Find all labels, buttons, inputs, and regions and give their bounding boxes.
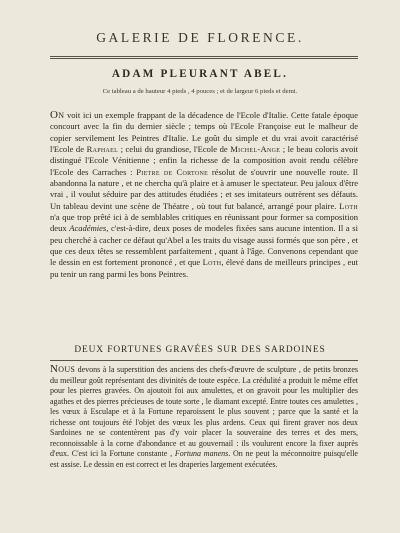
section-heading: DEUX FORTUNES GRAVÉES SUR DES SARDOINES: [74, 345, 326, 355]
text-run: devons à la superstition des anciens des chefs-d'œuvre de sculpture , de petits bronzes du meilleur goût représentant des divinités de toute espèce. La crédulité a produit le même effet pour les pierres gravées. On ajoutoit foi aux amulettes, et on gravoit pour les multiplier des agathes et des pierres précieuses de toute sorte , le diamant excepté. Entre toutes ces amulettes , les vœux à Esculape et à la Fortune reparoissent le plus souvent ; parce que la santé et la richesse ont toujours été l'objet des vœux les plus ardens. Ceux qui firent graver nos deux Sardoines ne se contentèrent pas d'y voir placer la souveraine des terres et des mers, reconnoissable à la corne d'abondance et au gouvernail : ils voulurent encore la fixer auprès d'eux. C'est ici la Fortune constante ,: [50, 365, 358, 458]
paragraph-initial: On: [50, 109, 65, 121]
text-run: résolut de s'ouvrir une nouvelle route. Il abandonna la nature , et ne chercha qu'à plaire et à amuser le spectateur. Peu jaloux d'être vrai , il voulut séduire par des attitudes étudiées ; et ses imitateurs outrèrent ses défauts. Un tableau devint une scène de Théatre , où tout fut balancé, arrangé pour plaire.: [50, 166, 358, 211]
text-run: , élevé dans de meilleurs principes , eut pu tenir un rang parmi les bons Peintres.: [50, 257, 358, 279]
paragraph-initial: Nous: [50, 363, 76, 375]
plate-dimensions: Ce tableau a de hauteur 4 pieds , 4 pouces ; et de largeur 6 pieds et demi.: [102, 88, 298, 95]
running-head: GALERIE DE FLORENCE.: [96, 30, 304, 45]
section-rule: [50, 360, 358, 361]
text-run: voit ici un exemple frappant de la décadence de l'Ecole d'Italie. Cette fatale époque concourt avec la fin du dernier siècle ; temps où l'Ecole Françoise eut le malheur de copier servilement les Peintres d'Italie. Le goût du simple et du vrai avoit caractérisé l'Ecole de: [50, 110, 358, 155]
header-rule-bottom: [50, 58, 358, 59]
painter-name-raphael: Raphael: [86, 144, 119, 155]
italic-term-academies: Académies: [69, 223, 107, 234]
painter-name-pietre-de-cortone: Pietre de Cortone: [136, 166, 209, 177]
header-rule-top: [50, 56, 358, 57]
gems-paragraph: [50, 364, 358, 470]
text-run: . On ne peut la méconnoitre puisqu'elle est assise. Le dessin en est correct et les draperies largement exécutées.: [50, 449, 358, 469]
italic-term-fortuna-manens: Fortuna manens: [174, 449, 229, 458]
text-run: ; le beau coloris avoit distingué l'Ecole Vénitienne ; enfin la richesse de la composition avoit rendu célèbre l'Ecole des Carraches :: [50, 144, 358, 177]
text-run: ; celui du grandiose, l'Ecole de: [118, 144, 231, 155]
text-run: n'a que trop prêté ici à de semblables critiques en réunissant pour former sa composition deux: [50, 212, 358, 234]
plate-title: ADAM PLEURANT ABEL.: [111, 68, 289, 80]
painter-name-loth: Loth: [339, 200, 358, 211]
painter-name-loth: Loth: [202, 257, 222, 268]
text-run: , c'est-à-dire, deux poses de modeles fixées sans aucune intention. Il a si peu cherché à cacher ce défaut qu'Abel a les traits du visage aussi formés que son père , et que ces deux têtes se ressemblent parfaitement , quant à l'âge. Convenons cependant que le dessin en est fortement prononcé , et que: [50, 223, 358, 268]
painter-name-michel-ange: Michel-Ange: [230, 144, 281, 155]
commentary-paragraph: [50, 110, 358, 280]
